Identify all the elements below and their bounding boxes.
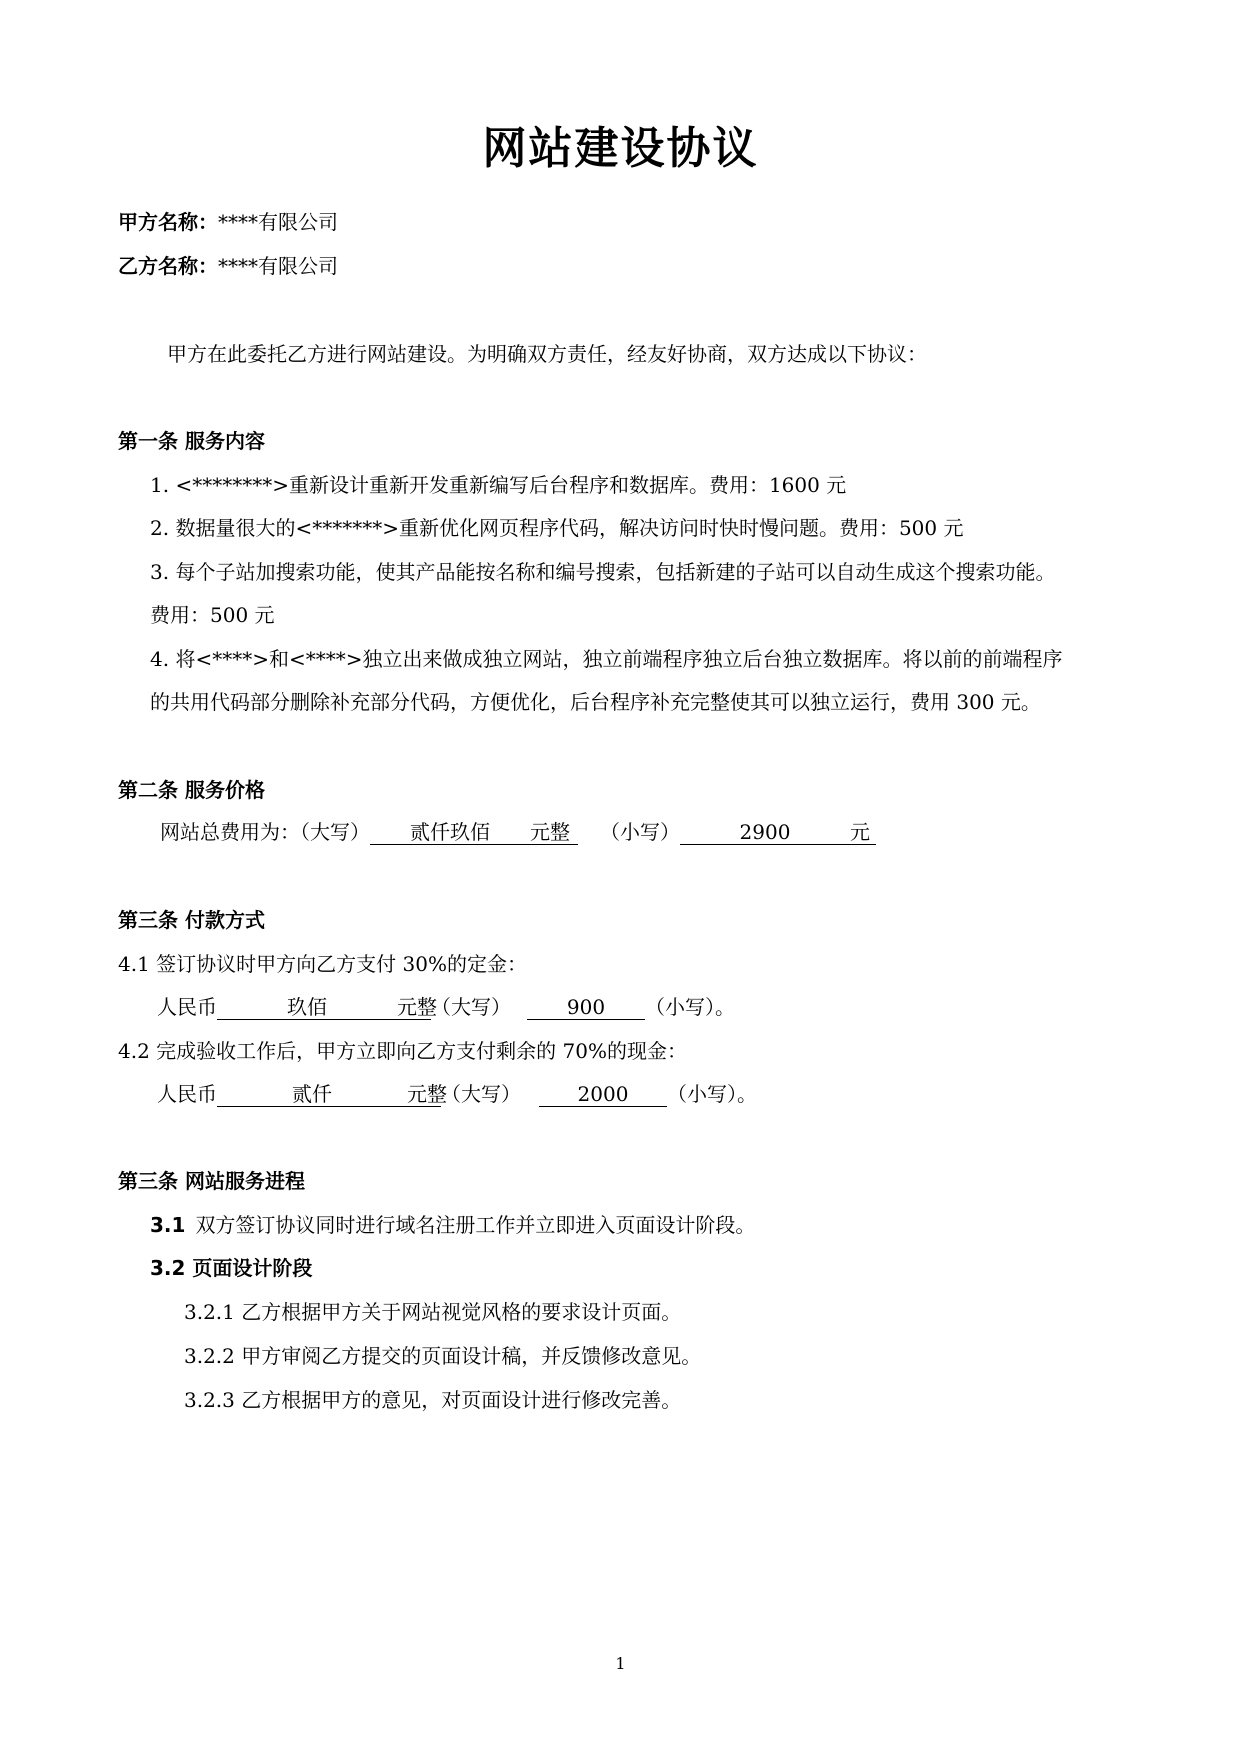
process-3-2-3: 3.2.3 乙方根据甲方的意见，对页面设计进行修改完善。 [184,1388,682,1412]
service-item-4-line-1: 4. 将<****>和<****>独立出来做成独立网站，独立前端程序独立后台独立数据库。将以前的前端程序 [150,647,1063,671]
payment-4-1-upper-blank [217,995,437,1020]
service-item-4-line-2: 的共用代码部分删除补充部分代码，方便优化，后台程序补充完整使其可以独立运行，费用 300 元。 [150,690,1041,714]
payment-4-1-unit: 元整 [397,995,437,1019]
article-1-heading: 第一条 服务内容 [118,429,265,453]
party-a-label: 甲方名称： [118,210,218,234]
process-3-2-2: 3.2.2 甲方审阅乙方提交的页面设计稿，并反馈修改意见。 [184,1344,702,1368]
payment-4-1: 4.1 签订协议时甲方向乙方支付 30%的定金： [118,952,527,976]
total-price-lower-unit: 元 [850,820,870,844]
payment-4-2-unit: 元整 [407,1082,447,1106]
service-item-3-line-2: 费用：500 元 [150,603,275,627]
total-price-lower-blank [680,820,876,845]
intro-paragraph: 甲方在此委托乙方进行网站建设。为明确双方责任，经友好协商，双方达成以下协议： [167,342,927,366]
process-3-2-1: 3.2.1 乙方根据甲方关于网站视觉风格的要求设计页面。 [184,1300,682,1324]
party-a-line [118,208,338,236]
process-3-1-text: 双方签订协议同时进行域名注册工作并立即进入页面设计阶段。 [195,1213,756,1237]
process-3-1-number: 3.1 [150,1213,186,1237]
payment-4-2-lower: 2000 [577,1082,629,1106]
party-b-value: ****有限公司 [218,254,338,278]
payment-4-1-lower-blank [527,995,645,1020]
article-3-heading: 第三条 付款方式 [118,908,265,932]
payment-4-1-upper: 玖佰 [287,995,327,1019]
total-price-lower: 2900 [739,820,791,844]
service-item-3-line-1: 3. 每个子站加搜索功能，使其产品能按名称和编号搜索，包括新建的子站可以自动生成这个搜索功能。 [150,560,1056,584]
total-price-upper-blank [370,820,578,845]
service-item-2: 2. 数据量很大的<*******>重新优化网页程序代码，解决访问时快时慢问题。费用：500 元 [150,516,964,540]
document-title: 网站建设协议 [482,123,759,174]
total-price-upper-unit: 元整 [530,820,570,844]
payment-4-2-amount [157,1080,757,1108]
payment-4-1-amount [157,993,735,1021]
total-price-upper: 贰仟玖佰 [410,820,490,844]
total-price-lower-label: （小写） [600,820,680,844]
process-3-2-heading: 3.2 页面设计阶段 [150,1256,313,1280]
party-b-line [118,252,338,280]
payment-4-2-upper-label: （大写） [441,1082,521,1106]
payment-4-2-lower-blank [539,1082,667,1107]
payment-4-1-upper-label: （大写） [431,995,511,1019]
payment-4-2-upper-blank [217,1082,447,1107]
total-price-label: 网站总费用为：（大写） [160,820,370,844]
party-a-value: ****有限公司 [218,210,338,234]
payment-4-1-prefix: 人民币 [157,995,217,1019]
page-number: 1 [615,1654,626,1673]
total-price-line [160,818,876,846]
payment-4-1-lower-label: （小写）。 [645,995,735,1019]
payment-4-2: 4.2 完成验收工作后，甲方立即向乙方支付剩余的 70%的现金： [118,1039,687,1063]
payment-4-1-lower: 900 [566,995,606,1019]
payment-4-2-prefix: 人民币 [157,1082,217,1106]
party-b-label: 乙方名称： [118,254,218,278]
article-4-heading: 第三条 网站服务进程 [118,1169,305,1193]
article-2-heading: 第二条 服务价格 [118,778,265,802]
payment-4-2-lower-label: （小写）。 [667,1082,757,1106]
process-3-1 [150,1211,755,1239]
payment-4-2-upper: 贰仟 [292,1082,332,1106]
service-item-1: 1. <********>重新设计重新开发重新编写后台程序和数据库。费用：1600 元 [150,473,847,497]
